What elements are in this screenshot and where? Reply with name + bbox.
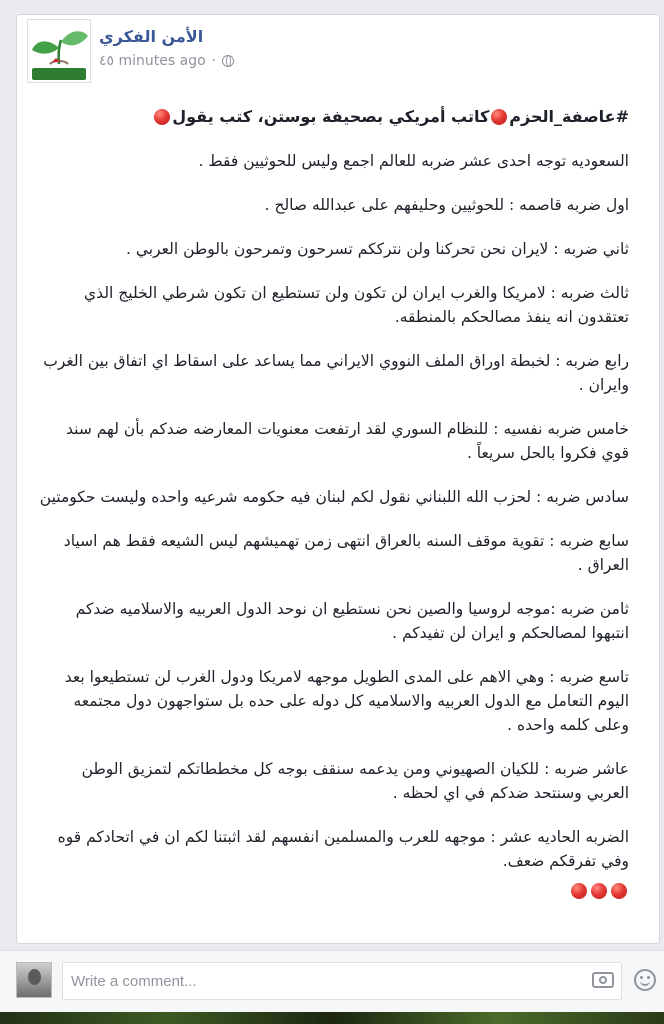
title-text: كاتب أمريكي بصحيفة بوستن، كتب يقول: [172, 107, 490, 126]
post-paragraph: عاشر ضربه : للكيان الصهيوني ومن يدعمه سنقف بوجه كل مخططاتكم لتمزيق الوطن العربي وسنتحد ضدكم في اي لحظه .: [81, 760, 629, 802]
globe-icon[interactable]: [222, 55, 234, 67]
page-logo[interactable]: [27, 19, 91, 83]
sprout-logo-icon: [28, 20, 90, 82]
post-paragraph: ثاني ضربه : لايران نحن تحركنا ولن نتركك‍م تسرحون وتمرحون بالوطن العربي .: [126, 240, 629, 258]
timestamp[interactable]: ٤٥ minutes ago: [99, 53, 206, 69]
post-title-line: [39, 105, 629, 129]
red-circles-row: [39, 879, 629, 903]
user-avatar[interactable]: [16, 962, 52, 998]
post-paragraph: اول ضربه قاصمه : للحوثيين وحليفهم على عبدالله صالح .: [264, 196, 629, 214]
red-circle-icon: [154, 109, 170, 125]
camera-icon[interactable]: [592, 972, 614, 988]
page-name[interactable]: الأمن الفكري: [99, 27, 204, 46]
post-card: [16, 14, 660, 944]
background-strip: [0, 1012, 664, 1024]
post-paragraph: ثالث ضربه : لامريكا والغرب ايران لن تكون ولن تستطيع ان تكون شرطي الخليج الذي تعتقدون انه ينفذ مصالحكم بالمنطقه.: [84, 284, 629, 326]
post-paragraph: الضربه الحاديه عشر : موجهه للعرب والمسلمين انفسهم لقد اثبتنا لكم ان في اتحادكم قوه وفي تفرقكم ضعف.: [57, 828, 629, 870]
red-circle-icon: [571, 883, 587, 899]
post-body: [39, 105, 629, 903]
red-circle-icon: [591, 883, 607, 899]
comment-input[interactable]: [62, 962, 622, 1000]
post-paragraph: رابع ضربه : لخبطة اوراق الملف النووي الايراني مما يساعد على اسقاط اي اتفاق بين الغرب وايران .: [43, 352, 629, 394]
smiley-icon[interactable]: [634, 969, 656, 991]
post-paragraph: سابع ضربه : تقوية موقف السنه بالعراق انتهى زمن تهميشهم ليس الشيعه فقط هم اسياد العراق .: [63, 532, 629, 574]
post-header: [27, 19, 647, 91]
red-circle-icon: [491, 109, 507, 125]
post-paragraph: ثامن ضربه :موجه لروسيا والصين نحن نستطيع ان نوحد الدول العربيه والاسلاميه ضدكم انتبهوا لمصالحكم و ايران لن تفيدكم .: [75, 600, 629, 642]
post-meta: ٤٥ minutes ago ·: [99, 53, 234, 69]
post-paragraph: السعوديه توجه احدى عشر ضربه للعالم اجمع وليس للحوثيين فقط .: [198, 152, 629, 170]
hashtag-link[interactable]: #عاصفة_الحزم: [509, 107, 629, 126]
red-circle-icon: [611, 883, 627, 899]
post-paragraph: تاسع ضربه : وهي الاهم على المدى الطويل موجهه لامريكا ودول الغرب لن تستطيعوا بعد اليوم التعامل مع الدول العربيه والاسلاميه كل دوله على حده بل ستواجهون دول مجتمعه وعلى كلمه واحده .: [64, 668, 629, 734]
post-paragraph: سادس ضربه : لحزب الله اللبناني نقول لكم لبنان فيه حكومه شرعيه واحده وليست حكومتين: [39, 488, 629, 506]
post-paragraph: خامس ضربه نفسيه : للنظام السوري لقد ارتفعت معنويات المعارضه ضدكم بأن لهم سند قوي فكروا بالحل سريعاً .: [66, 420, 629, 462]
